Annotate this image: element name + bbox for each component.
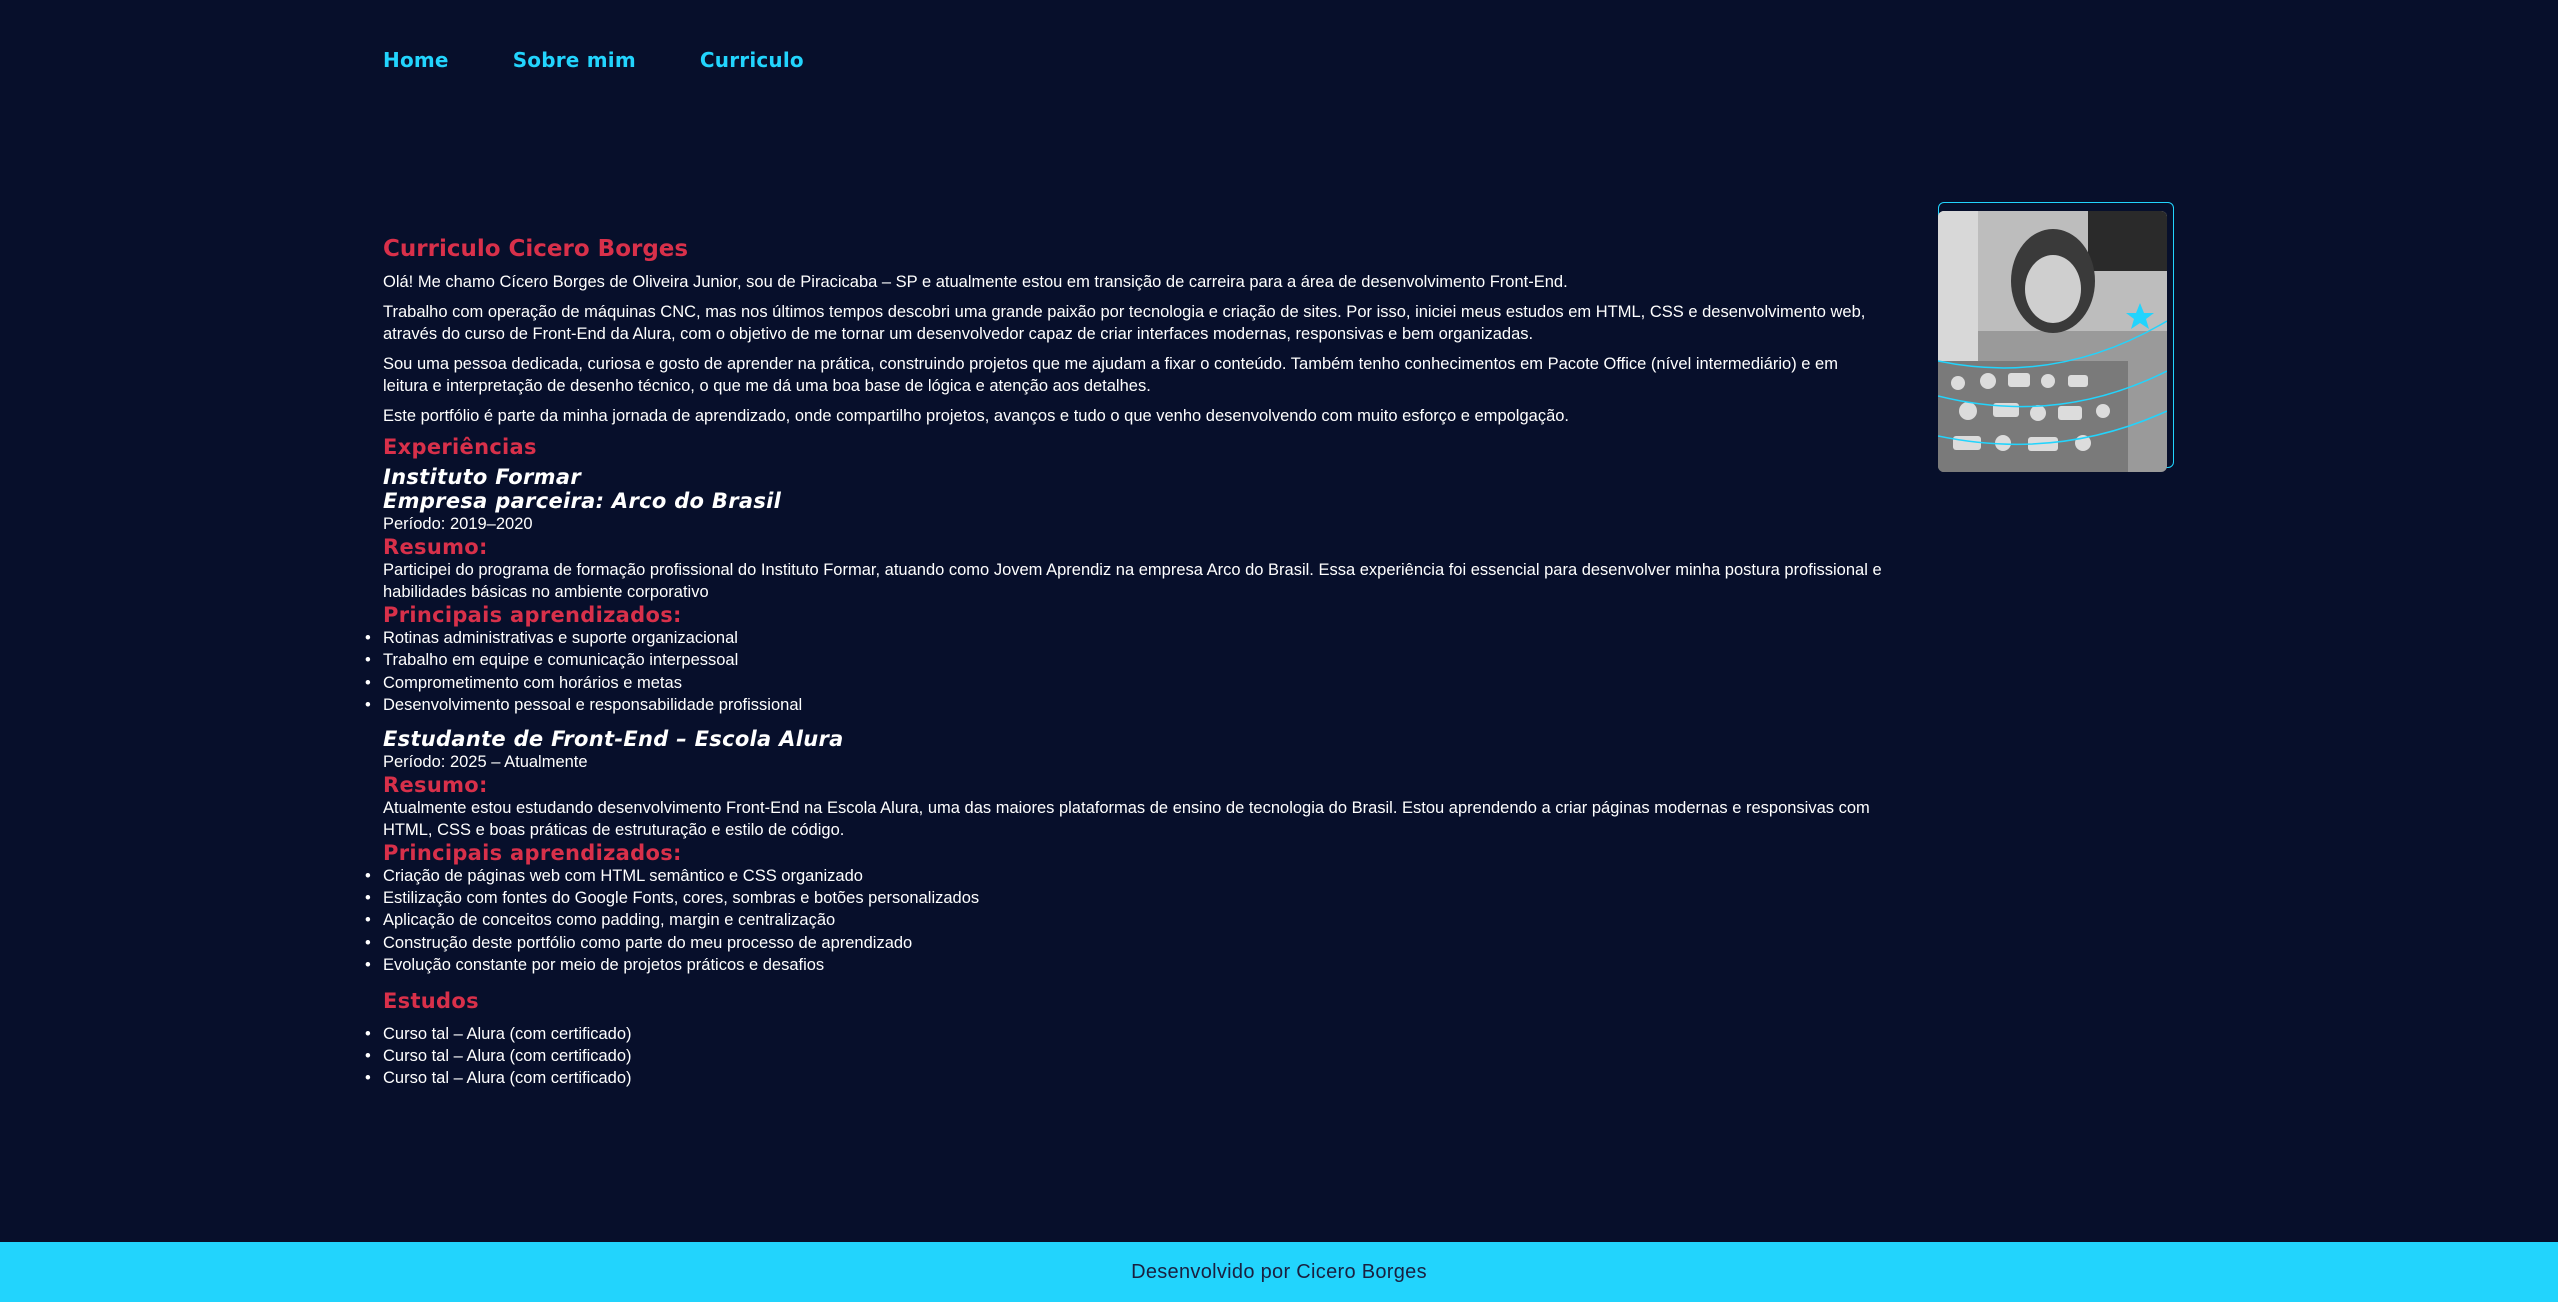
list-item: • Evolução constante por meio de projetos práticos e desafios: [383, 954, 1883, 976]
learnings-heading: Principais aprendizados:: [383, 840, 682, 865]
top-nav: [383, 48, 804, 72]
job-period: Período: 2019–2020: [383, 515, 533, 533]
job-title: Estudante de Front-End – Escola Alura: [383, 726, 844, 751]
job-summary: Participei do programa de formação profissional do Instituto Formar, atuando como Jovem Aprendiz na empresa Arco do Brasil. Essa experiência foi essencial para desenvolver minha postura profissional e habilidades básicas no ambiente corporativo: [383, 561, 1882, 601]
curriculum-content: [383, 236, 1883, 1090]
footer-text: Desenvolvido por Cicero Borges: [1131, 1260, 1427, 1283]
list-item: • Curso tal – Alura (com certificado): [383, 1023, 1883, 1045]
list-item: • Construção deste portfólio como parte do meu processo de aprendizado: [383, 932, 1883, 954]
list-item: • Curso tal – Alura (com certificado): [383, 1067, 1883, 1089]
summary-heading: Resumo:: [383, 772, 488, 797]
list-item: • Aplicação de conceitos como padding, margin e centralização: [383, 909, 1883, 931]
profile-photo: [1938, 211, 2167, 472]
nav-link-home[interactable]: Home: [383, 48, 449, 72]
nav-link-about[interactable]: Sobre mim: [512, 48, 636, 72]
intro-paragraph: Olá! Me chamo Cícero Borges de Oliveira Junior, sou de Piracicaba – SP e atualmente estou em transição de carreira para a área de desenvolvimento Front-End.: [383, 273, 1568, 291]
page-footer: [0, 1242, 2558, 1302]
job-period: Período: 2025 – Atualmente: [383, 752, 588, 771]
studies-heading: Estudos: [383, 988, 479, 1013]
job-entry: [383, 727, 1883, 977]
learnings-list: [383, 627, 1883, 717]
list-item: • Trabalho em equipe e comunicação interpessoal: [383, 649, 1883, 671]
list-item: • Curso tal – Alura (com certificado): [383, 1045, 1883, 1067]
intro-paragraph: Sou uma pessoa dedicada, curiosa e gosto de aprender na prática, construindo projetos que me ajudam a fixar o conteúdo. Também tenho conhecimentos em Pacote Office (nível intermediário) e em leitura e interpretação de desenho técnico, o que me dá uma boa base de lógica e atenção aos detalhes.: [383, 355, 1838, 395]
job-entry: [383, 465, 1883, 717]
job-subtitle: Empresa parceira: Arco do Brasil: [383, 489, 782, 513]
studies-list: [383, 1023, 1883, 1090]
intro-paragraph: Trabalho com operação de máquinas CNC, mas nos últimos tempos descobri uma grande paixão por tecnologia e criação de sites. Por isso, iniciei meus estudos em HTML, CSS e desenvolvimento web, através do curso de Front-End da Alura, com o objetivo de me tornar um desenvolvedor capaz de criar interfaces modernas, responsivas e bem organizadas.: [383, 303, 1866, 343]
list-item: • Rotinas administrativas e suporte organizacional: [383, 627, 1883, 649]
list-item: • Estilização com fontes do Google Fonts, cores, sombras e botões personalizados: [383, 887, 1883, 909]
page-title: Curriculo Cicero Borges: [383, 236, 689, 262]
intro-paragraph: Este portfólio é parte da minha jornada de aprendizado, onde compartilho projetos, avanços e tudo o que venho desenvolvendo com muito esforço e empolgação.: [383, 407, 1570, 425]
nav-link-curriculum[interactable]: Curriculo: [699, 48, 804, 72]
list-item: • Criação de páginas web com HTML semântico e CSS organizado: [383, 865, 1883, 887]
job-summary: Atualmente estou estudando desenvolvimento Front-End na Escola Alura, uma das maiores plataformas de ensino de tecnologia do Brasil. Estou aprendendo a criar páginas modernas e responsivas com HTML, CSS e boas práticas de estruturação e estilo de código.: [383, 798, 1870, 839]
list-item: • Desenvolvimento pessoal e responsabilidade profissional: [383, 694, 1883, 716]
list-item: • Comprometimento com horários e metas: [383, 672, 1883, 694]
job-title: Instituto Formar: [383, 465, 581, 489]
learnings-heading: Principais aprendizados:: [383, 603, 682, 627]
experiences-heading: Experiências: [383, 435, 537, 459]
summary-heading: Resumo:: [383, 535, 488, 559]
spacer: [383, 717, 1883, 727]
learnings-list: [383, 865, 1883, 977]
